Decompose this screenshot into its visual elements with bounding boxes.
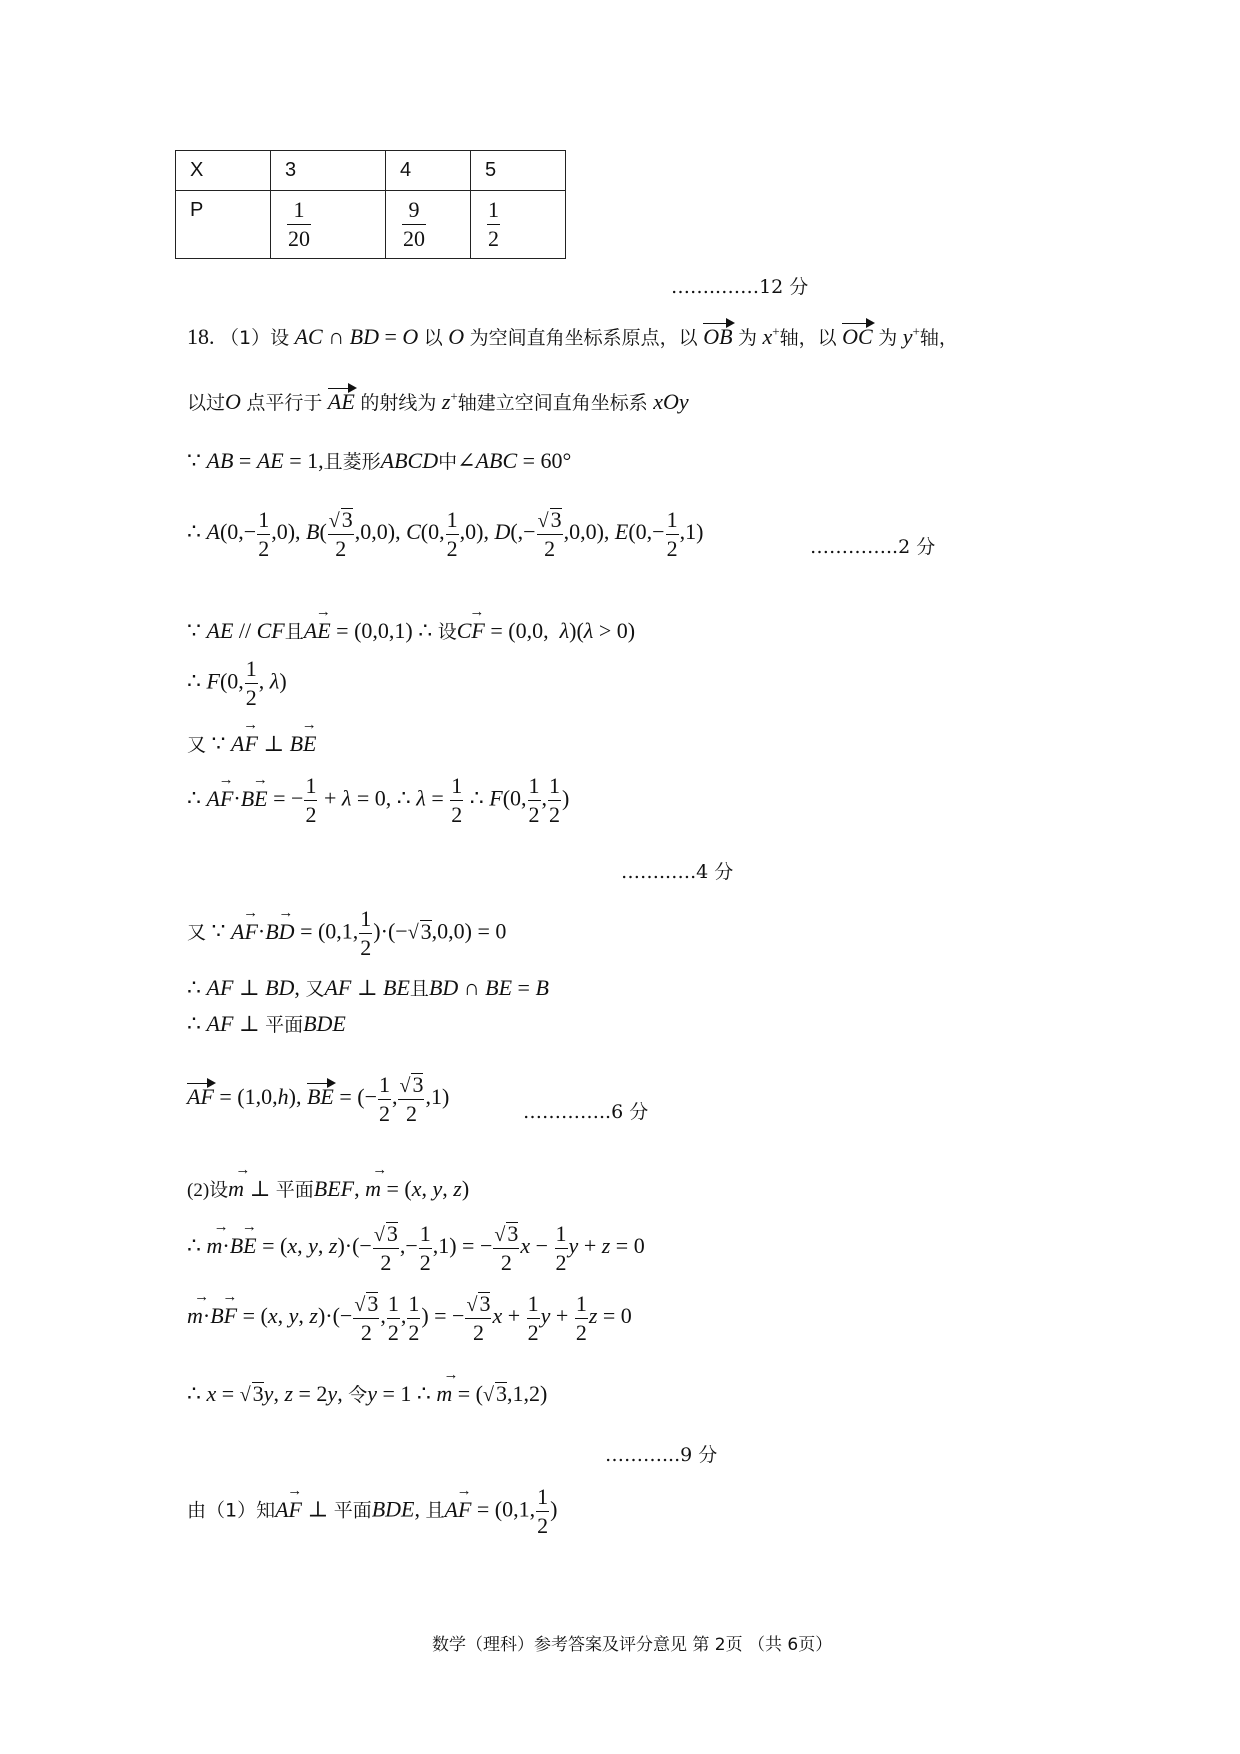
score-9: ………...9 分: [605, 1444, 718, 1466]
table-cell: $\frac{9}{20}$: [386, 191, 471, 259]
q18-part2-line-4: ∴ x = √3y, z = 2y, 令y = 1 ∴ → m = (√3,1,2): [187, 1382, 547, 1405]
q18-line-8: ∴ → AF·→ BE = − $\frac{1}{2}$ + λ = 0, ∴ λ = $\frac{1}{2}$ ∴ F(0, $\frac{1}{2}$ , $\frac{1}{2}$ ): [187, 775, 569, 826]
q18-line-6: ∴ F(0, $\frac{1}{2}$ , λ): [187, 656, 287, 710]
q18-line-1: 18. （1）设 AC ∩ BD = O 以 O 为空间直角坐标系原点，以 OB 为 x+轴，以 OC 为 y+轴，: [187, 323, 958, 349]
q18-line-10: ∴ AF ⊥ BD, 又AF ⊥ BE且BD ∩ BE = B: [187, 975, 549, 1000]
q18-part2-line-2: ∴ → m·→ BE = (x, y, z)·(− $\frac{√3}{2}$ ,− $\frac{1}{2}$ ,1) = − $\frac{√3}{2}$ x − $\frac{1}{2}$ y + z = 0: [187, 1222, 645, 1274]
q18-line-7: 又 ∵ → AF ⊥ → BE: [187, 733, 317, 755]
score-6: …………..6 分: [523, 1101, 649, 1123]
table-cell: 4: [386, 151, 471, 191]
distribution-table: [175, 150, 566, 259]
q18-part2-line-1: (2)设→ m ⊥ 平面BEF, → m = (x, y, z): [187, 1178, 469, 1200]
q18-line-3: ∵ AB = AE = 1,且菱形ABCD中∠ABC = 60°: [187, 448, 572, 473]
q18-line-11: ∴ AF ⊥ 平面BDE: [187, 1011, 346, 1036]
table-cell: P: [176, 191, 271, 259]
q18-line-5: ∵ AE // CF且→ AE = (0,0,1) ∴ 设→ CF = (0,0, λ)(λ > 0): [187, 620, 635, 642]
q18-line-4: ∴ A(0,− $\frac{1}{2}$ ,0), B( $\frac{√3}{2}$ ,0,0), C(0, $\frac{1}{2}$ ,0), D(,− $\frac{√3}{2}$ ,0,0), E(0,− $\frac{1}{2}$ ,1): [187, 506, 704, 561]
q18-line-2: 以过O 点平行于 AE 的射线为 z+轴建立空间直角坐标系 xOy: [187, 388, 689, 414]
score-2: …………..2 分: [810, 536, 936, 558]
score-12: ……..……12 分: [671, 276, 809, 298]
q18-line-9: 又 ∵ → AF·→ BD = (0,1, $\frac{1}{2}$ )·(−√3,0,0) = 0: [187, 908, 506, 959]
q18-part2-line-3: → m·→ BF = (x, y, z)·(− $\frac{√3}{2}$ , $\frac{1}{2}$ , $\frac{1}{2}$ ) = − $\frac{√3}{2}$ x + $\frac{1}{2}$ y + $\frac{1}{2}$ z = 0: [187, 1292, 632, 1344]
table-cell: 5: [471, 151, 566, 191]
score-4: ……..….4 分: [621, 861, 734, 883]
table-cell: 3: [271, 151, 386, 191]
q18-part2-line-5: 由（1）知→ AF ⊥ 平面BDE, 且→ AF = (0,1, $\frac{1}{2}$ ): [187, 1486, 557, 1537]
q18-line-12: AF = (1,0,h), BE = (− $\frac{1}{2}$ , $\frac{√3}{2}$ ,1): [187, 1071, 450, 1126]
page-footer: 数学（理科）参考答案及评分意见 第 2页 （共 6页）: [432, 1635, 833, 1655]
table-cell: X: [176, 151, 271, 191]
table-cell: $\frac{1}{2}$: [471, 191, 566, 259]
table-cell: $\frac{1}{20}$: [271, 191, 386, 259]
